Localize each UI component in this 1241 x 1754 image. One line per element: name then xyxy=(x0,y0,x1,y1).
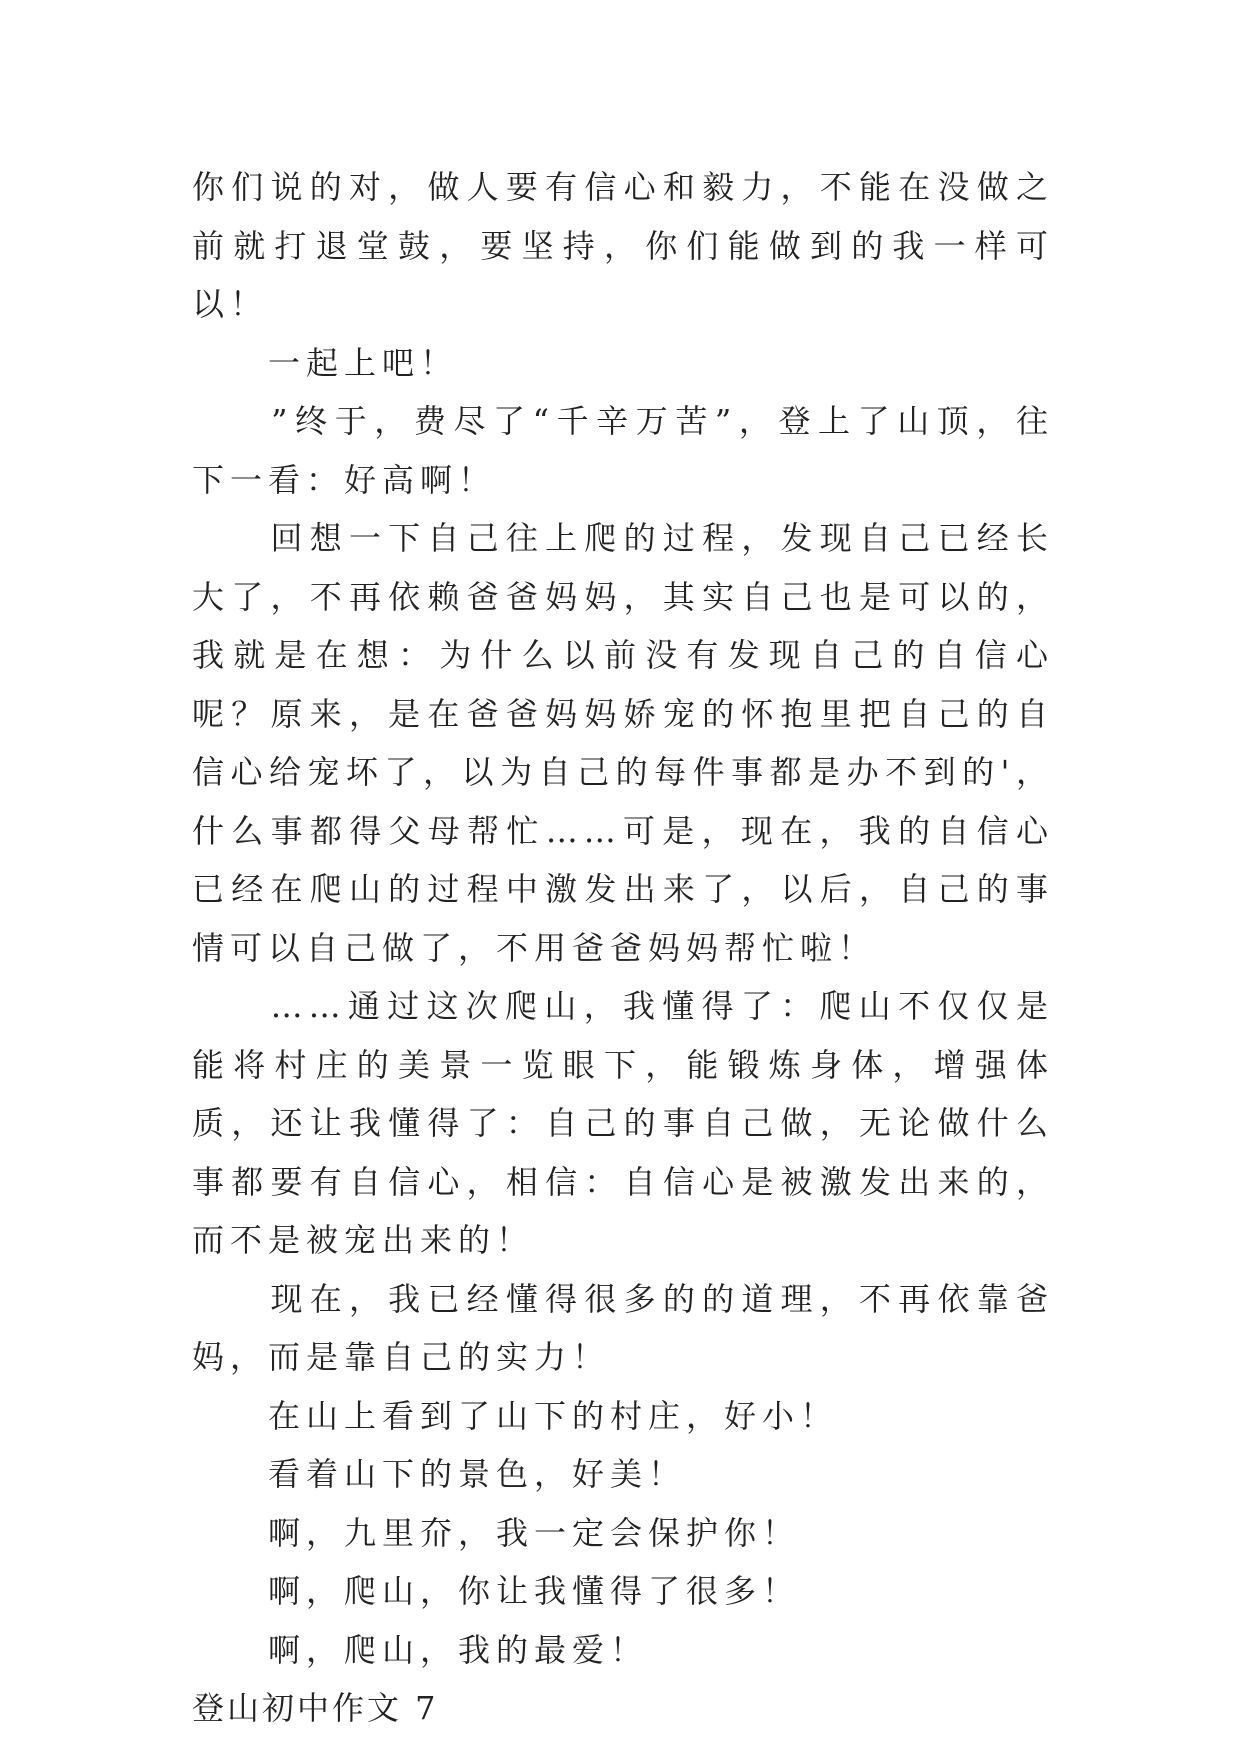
paragraph: ……通过这次爬山，我懂得了：爬山不仅仅是能将村庄的美景一览眼下，能锻炼身体，增强体质，还让我懂得了：自己的事自己做，无论做什么事都要有自信心，相信：自信心是被激发出来的，而不是被宠出来的！ xyxy=(192,987,1054,1259)
paragraph: 啊，九里夼，我一定会保护你！ xyxy=(192,1513,801,1552)
section-heading: 登山初中作文 7 xyxy=(192,1689,439,1727)
paragraph: 在山上看到了山下的村庄，好小！ xyxy=(192,1396,839,1435)
paragraph: ”终于，费尽了“千辛万苦”，登上了山顶，往下一看：好高啊！ xyxy=(192,402,1054,499)
paragraph: 回想一下自己往上爬的过程，发现自己已经长大了，不再依赖爸爸妈妈，其实自己也是可以的，我就是在想：为什么以前没有发现自己的自信心呢？原来，是在爸爸妈妈娇宠的怀抱里把自己的自信心给宠坏了，以为自己的每件事都是办不到的'，什么事都得父母帮忙……可是，现在，我的自信心已经在爬山的过程中激发出来了，以后，自己的事情可以自己做了，不用爸爸妈妈帮忙啦！ xyxy=(192,519,1054,967)
paragraph: 啊，爬山，我的最爱！ xyxy=(192,1630,649,1669)
paragraph: 一起上吧！ xyxy=(192,343,459,382)
paragraph: 啊，爬山，你让我懂得了很多！ xyxy=(192,1572,801,1610)
paragraph: 你们说的对，做人要有信心和毅力，不能在没做之前就打退堂鼓，要坚持，你们能做到的我一样可以！ xyxy=(192,168,1054,323)
paragraph: 看着山下的景色，好美！ xyxy=(192,1455,687,1493)
essay-body xyxy=(192,158,1054,1738)
paragraph: 现在，我已经懂得很多的的道理，不再依靠爸妈，而是靠自己的实力！ xyxy=(192,1279,1054,1376)
